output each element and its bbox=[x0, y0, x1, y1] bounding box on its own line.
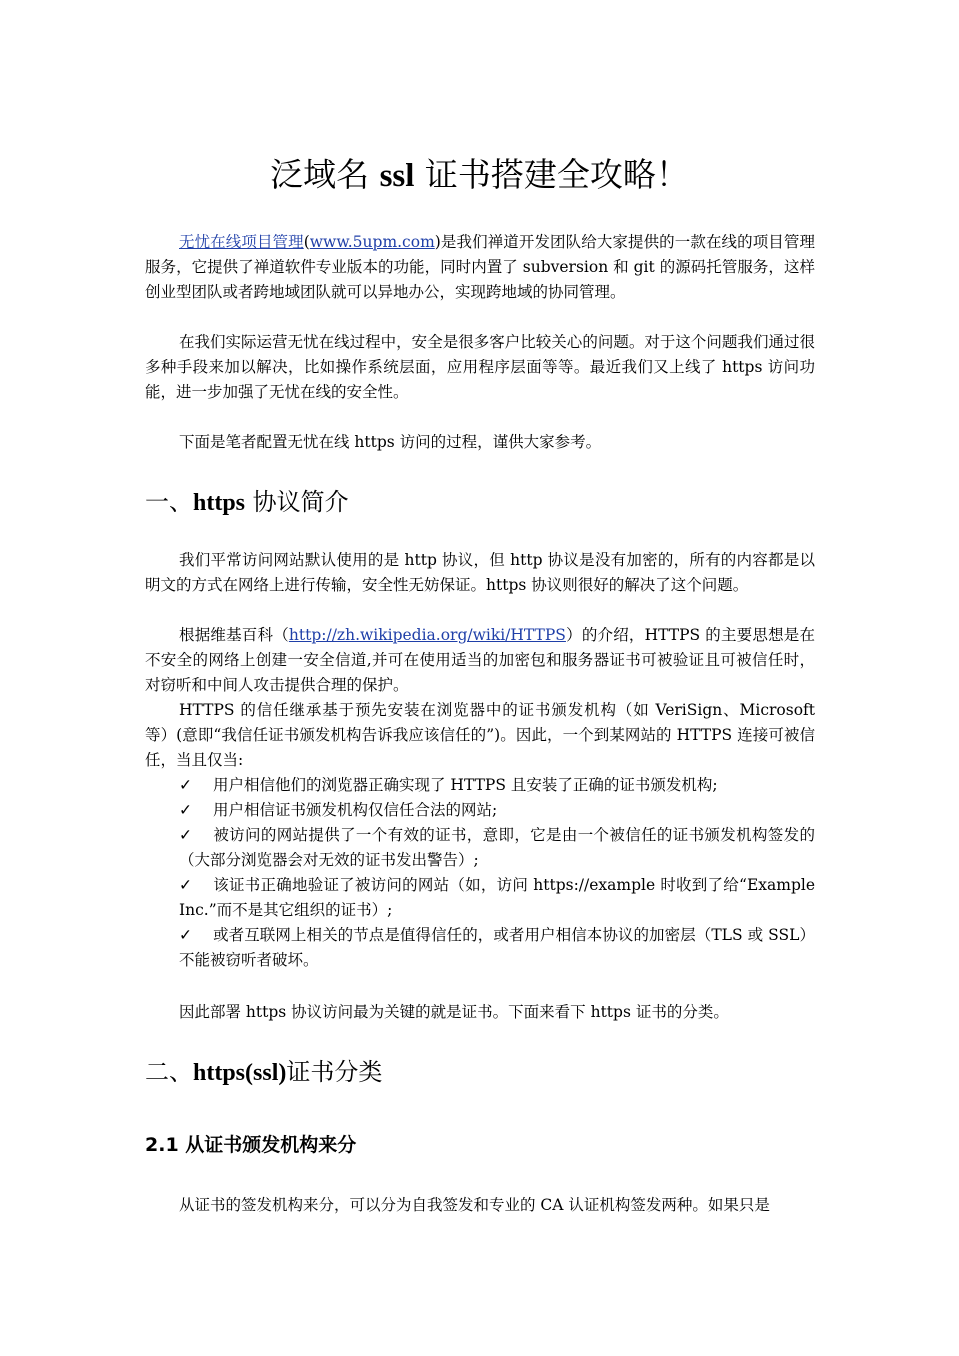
check-icon: ✓ bbox=[179, 776, 192, 794]
check-icon: ✓ bbox=[179, 826, 192, 844]
https-intro-paragraph: 我们平常访问网站默认使用的是 http 协议，但 http 协议是没有加密的，所有的内容都是以明文的方式在网络上进行传输，安全性无妨保证。https 协议则很好的解决了这个问题。 bbox=[145, 551, 815, 594]
security-paragraph: 在我们实际运营无忧在线过程中，安全是很多客户比较关心的问题。对于这个问题我们通过很多种手段来加以解决，比如操作系统层面，应用程序层面等等。最近我们又上线了 https 访问功能，进一步加强了无忧在线的安全性。 bbox=[145, 333, 815, 401]
wikipedia-paragraph: 根据维基百科（http://zh.wikipedia.org/wiki/HTTPS）的介绍，HTTPS 的主要思想是在不安全的网络上创建一安全信道,并可在使用适当的加密包和服务器证书可被验证且可被信任时，对窃听和中间人攻击提供合理的保护。 bbox=[145, 626, 815, 694]
section-heading-2: 二、https(ssl)证书分类 bbox=[145, 1058, 383, 1086]
upm-link[interactable]: 无忧在线项目管理 bbox=[179, 233, 304, 251]
bullet-item: ✓ 被访问的网站提供了一个有效的证书，意即，它是由一个被信任的证书颁发机构签发的（大部分浏览器会对无效的证书发出警告）; bbox=[179, 823, 815, 873]
title-bold: ssl bbox=[379, 158, 415, 194]
section-heading-1: 一、https 协议简介 bbox=[145, 488, 349, 516]
upm-url-link[interactable]: www.5upm.com bbox=[309, 233, 435, 251]
conclusion-paragraph: 因此部署 https 协议访问最为关键的就是证书。下面来看下 https 证书的分类。 bbox=[179, 1003, 729, 1021]
bullet-item: ✓ 该证书正确地验证了被访问的网站（如，访问 https://example 时收到了给“Example Inc.”而不是其它组织的证书）; bbox=[179, 873, 815, 923]
wikipedia-link[interactable]: http://zh.wikipedia.org/wiki/HTTPS bbox=[288, 626, 566, 644]
check-icon: ✓ bbox=[179, 926, 192, 944]
bullet-item: ✓ 或者互联网上相关的节点是值得信任的，或者用户相信本协议的加密层（TLS 或 SSL）不能被窃听者破坏。 bbox=[179, 923, 815, 973]
check-icon: ✓ bbox=[179, 801, 192, 819]
subsection-heading-2-1: 2.1 从证书颁发机构来分 bbox=[145, 1134, 357, 1156]
intro-text: 是我们禅道开发团队给大家提供的一款在线的项目管理服务，它提供了禅道软件专业版本的功能，同时内置了 subversion 和 git 的源码托管服务，这样创业型团队或者跨地域团队就可以异地办公，实现跨地域的协同管理。 bbox=[145, 233, 815, 301]
intro-paragraph: 无忧在线项目管理(www.5upm.com)是我们禅道开发团队给大家提供的一款在线的项目管理服务，它提供了禅道软件专业版本的功能，同时内置了 subversion 和 git 的源码托管服务，这样创业型团队或者跨地域团队就可以异地办公，实现跨地域的协同管理。 bbox=[145, 233, 815, 301]
trust-paragraph: HTTPS 的信任继承基于预先安装在浏览器中的证书颁发机构（如 VeriSign、Microsoft 等）(意即“我信任证书颁发机构告诉我应该信任的”)。因此，一个到某网站的 HTTPS 连接可被信任，当且仅当: bbox=[145, 701, 815, 769]
title-prefix: 泛域名 bbox=[270, 155, 380, 194]
ca-paragraph: 从证书的签发机构来分，可以分为自我签发和专业的 CA 认证机构签发两种。如果只是 bbox=[179, 1196, 770, 1214]
bullet-item: ✓ 用户相信证书颁发机构仅信任合法的网站; bbox=[179, 798, 815, 823]
check-icon: ✓ bbox=[179, 876, 192, 894]
bullet-item: ✓ 用户相信他们的浏览器正确实现了 HTTPS 且安装了正确的证书颁发机构; bbox=[179, 773, 815, 798]
reference-paragraph: 下面是笔者配置无忧在线 https 访问的过程，谨供大家参考。 bbox=[179, 433, 602, 451]
document-title bbox=[0, 150, 959, 201]
title-suffix: 证书搭建全攻略！ bbox=[414, 155, 689, 194]
